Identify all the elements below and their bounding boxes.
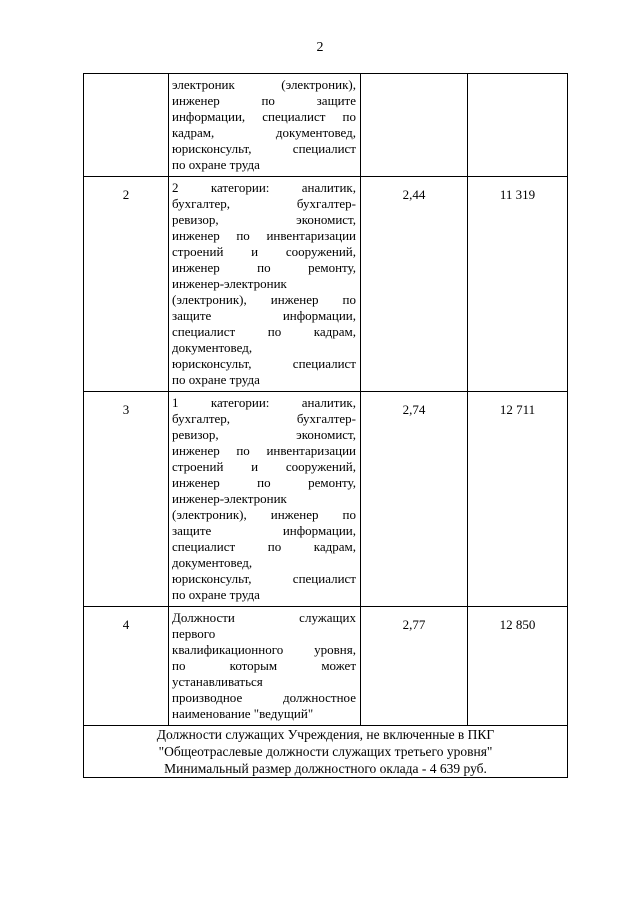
row-number: 3 [122, 402, 130, 417]
description-line: инженер по защите [172, 93, 356, 108]
description-line: специалист по кадрам, [172, 324, 356, 339]
description-line: производное должностное [172, 690, 356, 705]
table-row [84, 392, 568, 607]
coefficient-cell [361, 177, 468, 392]
description-line: документовед, [172, 555, 253, 570]
coefficient-value: 2,44 [402, 187, 426, 202]
row-number: 4 [122, 617, 130, 632]
row-number-cell [84, 74, 169, 177]
salary-value: 12 850 [499, 617, 536, 632]
row-number-cell [84, 392, 169, 607]
description-line: ревизор, экономист, [172, 427, 356, 442]
description-line: инженер по инвентаризации [172, 228, 356, 243]
description-line: электроник (электроник), [172, 77, 356, 92]
coefficient-value: 2,77 [402, 617, 426, 632]
position-description-cell [169, 607, 361, 726]
description-line: 2 категории: аналитик, [172, 180, 356, 195]
coefficient-cell [361, 392, 468, 607]
position-description [169, 607, 360, 725]
coefficient-value: 2,74 [402, 402, 426, 417]
description-line: юрисконсульт, специалист [172, 356, 356, 371]
coefficient-cell [361, 607, 468, 726]
position-description-cell [169, 392, 361, 607]
footer-line-3: Минимальный размер должностного оклада - 4 639 руб. [164, 761, 487, 776]
row-number: 2 [122, 187, 130, 202]
description-line: строений и сооружений, [172, 244, 356, 259]
description-line: наименование "ведущий" [172, 706, 314, 721]
row-number [84, 74, 168, 84]
salary-cell [468, 177, 568, 392]
table-row [84, 177, 568, 392]
description-line: бухгалтер, бухгалтер- [172, 196, 356, 211]
footer-line-1: Должности служащих Учреждения, не включенные в ПКГ [156, 727, 495, 742]
salary-table [83, 73, 568, 778]
salary-cell [468, 74, 568, 177]
coefficient-cell [361, 74, 468, 177]
description-line: по охране труда [172, 157, 260, 172]
description-line: (электроник), инженер по [172, 507, 356, 522]
description-line: 1 категории: аналитик, [172, 395, 356, 410]
description-line: информации, специалист по [172, 109, 356, 124]
coefficient-value [361, 74, 467, 84]
row-number-cell [84, 177, 169, 392]
salary-table-body [84, 74, 568, 726]
description-line: инженер по ремонту, [172, 260, 356, 275]
footer-line-2: "Общеотраслевые должности служащих третьего уровня" [158, 744, 493, 759]
description-line: квалификационного уровня, [172, 642, 356, 657]
table-row [84, 74, 568, 177]
description-line: строений и сооружений, [172, 459, 356, 474]
description-line: кадрам, документовед, [172, 125, 356, 140]
footer-cell [84, 726, 568, 778]
description-line: защите информации, [172, 523, 356, 538]
description-line: устанавливаться [172, 674, 263, 689]
description-line: юрисконсульт, специалист [172, 141, 356, 156]
description-line: юрисконсульт, специалист [172, 571, 356, 586]
description-line: по охране труда [172, 587, 260, 602]
description-line: ревизор, экономист, [172, 212, 356, 227]
salary-value: 12 711 [499, 402, 536, 417]
description-line: Должности служащих [172, 610, 356, 625]
position-description-cell [169, 177, 361, 392]
salary-value [468, 74, 567, 84]
position-description [169, 74, 360, 176]
description-line: инженер-электроник [172, 491, 287, 506]
page-number: 2 [316, 40, 324, 55]
salary-cell [468, 607, 568, 726]
salary-value: 11 319 [499, 187, 536, 202]
description-line: первого [172, 626, 216, 641]
description-line: документовед, [172, 340, 253, 355]
description-line: по которым может [172, 658, 356, 673]
description-line: защите информации, [172, 308, 356, 323]
description-line: бухгалтер, бухгалтер- [172, 411, 356, 426]
position-description-cell [169, 74, 361, 177]
description-line: (электроник), инженер по [172, 292, 356, 307]
description-line: по охране труда [172, 372, 260, 387]
description-line: инженер по инвентаризации [172, 443, 356, 458]
description-line: инженер по ремонту, [172, 475, 356, 490]
description-line: инженер-электроник [172, 276, 287, 291]
position-description [169, 177, 360, 391]
salary-cell [468, 392, 568, 607]
row-number-cell [84, 607, 169, 726]
footer-row [84, 726, 568, 778]
description-line: специалист по кадрам, [172, 539, 356, 554]
position-description [169, 392, 360, 606]
table-row [84, 607, 568, 726]
